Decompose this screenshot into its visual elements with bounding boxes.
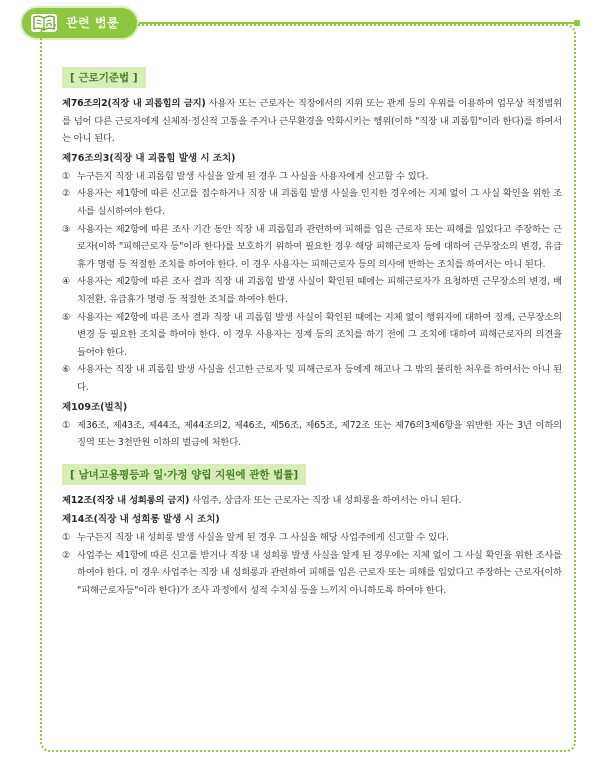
page-title: 관련 법률 xyxy=(66,16,120,30)
item-number: ① xyxy=(62,170,71,182)
article-76-2 xyxy=(62,95,562,148)
article-body: 사용자 또는 근로자는 직장에서의 지위 또는 관계 등의 우위를 이용하여 업무상 적정범위를 넘어 다른 근로자에게 신체적·정신적 고통을 주거나 근무환경을 악화시키는 행위(이하 "직장 내 괴롭힘"이라 한다)를 하여서는 아니 된다. xyxy=(62,98,562,145)
article-heading: 제76조의2(직장 내 괴롭힘의 금지) xyxy=(62,98,206,109)
item-text: 누구든지 직장 내 괴롭힘 발생 사실을 알게 된 경우 그 사실을 사용자에게 신고할 수 있다. xyxy=(77,170,429,182)
law-content xyxy=(62,66,562,600)
item-text: 제36조, 제43조, 제44조, 제44조의2, 제46조, 제56조, 제65조, 제72조 또는 제76의3제6항을 위반한 자는 3년 이하의 징역 또는 3천만원 이하의 벌금에 처한다. xyxy=(77,419,562,449)
article-heading: 제14조(직장 내 성희롱 발생 시 조치) xyxy=(62,514,220,526)
list-item xyxy=(62,309,562,362)
section-label: [ 남녀고용평등과 일·가정 양립 지원에 관한 법률] xyxy=(62,464,306,485)
list-item xyxy=(62,221,562,274)
item-number: ① xyxy=(62,532,71,544)
item-text: 사용자는 제1항에 따른 신고를 접수하거나 직장 내 괴롭힘 발생 사실을 인지한 경우에는 지체 없이 그 사실 확인을 위한 조사를 실시하여야 한다. xyxy=(77,188,562,217)
article-heading: 제109조(벌칙) xyxy=(62,401,128,413)
list-item xyxy=(62,273,562,308)
item-text: 사용자는 제2항에 따른 조사 결과 직장 내 괴롭힘 발생 사실이 확인된 때에는 지체 없이 행위자에 대하여 징계, 근무장소의 변경 등 필요한 조치를 하여야 한다. 이 경우 사용자는 징계 등의 조치를 하기 전에 그 조치에 대하여 피해근로자의 의견을 들어야 한다. xyxy=(77,311,562,358)
item-text: 사업주는 제1항에 따른 신고를 받거나 직장 내 성희롱 발생 사실을 알게 된 경우에는 지체 없이 그 사실 확인을 위한 조사를 하여야 한다. 이 경우 사업주는 직장 내 성희롱과 관련하여 피해를 입은 근로자 또는 피해를 입었다고 주장하는 근로자(이하 "피해근로자등"이라 한다)가 조사 과정에서 성적 수치심 등을 느끼지 아니하도록 하여야 한다. xyxy=(77,549,562,597)
item-number: ③ xyxy=(62,223,71,235)
item-number: ① xyxy=(62,419,71,431)
list-item xyxy=(62,417,562,452)
list-item xyxy=(62,168,562,186)
item-text: 누구든지 직장 내 성희롱 발생 사실을 알게 된 경우 그 사실을 해당 사업주에게 신고할 수 있다. xyxy=(77,532,449,544)
section-label: [ 근로기준법 ] xyxy=(62,67,146,88)
item-number: ② xyxy=(62,549,71,561)
article-body: 사업주, 상급자 또는 근로자는 직장 내 성희롱을 하여서는 아니 된다. xyxy=(189,494,462,506)
article-12 xyxy=(62,492,562,510)
item-text: 사용자는 제2항에 따른 조사 결과 직장 내 괴롭힘 발생 사실이 확인된 때에는 피해근로자가 요청하면 근무장소의 변경, 배치전환, 유급휴가 명령 등 적절한 조치를 하여야 한다. xyxy=(77,276,562,305)
item-number: ⑤ xyxy=(62,311,71,323)
item-number: ④ xyxy=(62,276,71,288)
item-number: ⑥ xyxy=(62,364,71,376)
item-text: 사용자는 제2항에 따른 조사 기간 동안 직장 내 괴롭힘과 관련하여 피해를 입은 근로자 또는 피해를 입었다고 주장하는 근로자(이하 "피해근로자 등"이라 한다)를 보호하기 위하여 필요한 경우 해당 피해근로자 등에 대하여 근무장소의 변경, 유급휴가 명령 등 적절한 조치를 하여야 한다. 이 경우 사용자는 피해근로자 등의 의사에 반하는 조치를 하여서는 아니 된다. xyxy=(77,223,562,270)
list-item xyxy=(62,547,562,600)
article-heading: 제12조(직장 내 성희롱의 금지) xyxy=(62,494,190,506)
item-text: 사용자는 직장 내 괴롭힘 발생 사실을 신고한 근로자 및 피해근로자 등에게 해고나 그 밖의 불리한 처우를 하여서는 아니 된다. xyxy=(77,364,562,393)
list-item xyxy=(62,185,562,220)
item-number: ② xyxy=(62,188,71,200)
list-item xyxy=(62,361,562,396)
article-heading: 제76조의3(직장 내 괴롭힘 발생 시 조치) xyxy=(62,152,236,164)
list-item xyxy=(62,529,562,547)
